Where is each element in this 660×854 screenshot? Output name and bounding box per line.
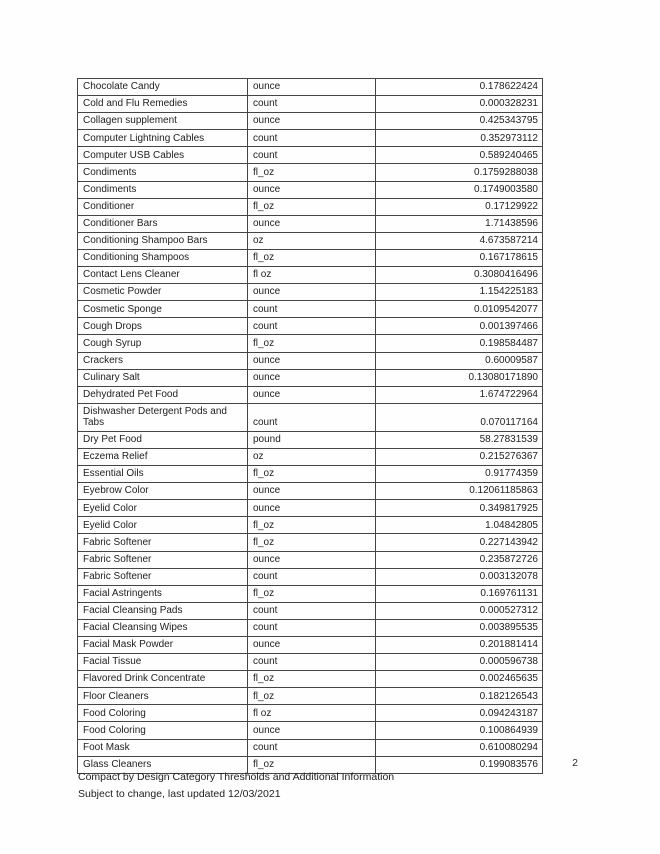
category-cell: Conditioning Shampoo Bars [78, 232, 248, 249]
value-cell: 0.182126543 [376, 688, 543, 705]
category-cell: Condiments [78, 164, 248, 181]
table-row [78, 352, 543, 369]
table-row [78, 284, 543, 301]
unit-cell: ounce [248, 500, 376, 517]
table-row [78, 335, 543, 352]
category-cell: Dehydrated Pet Food [78, 386, 248, 403]
table-row [78, 113, 543, 130]
unit-cell: count [248, 602, 376, 619]
unit-cell: count [248, 130, 376, 147]
unit-cell: fl_oz [248, 756, 376, 773]
table-row [78, 318, 543, 335]
unit-cell: oz [248, 232, 376, 249]
category-cell: Food Coloring [78, 722, 248, 739]
category-cell: Chocolate Candy [78, 79, 248, 96]
table-row [78, 181, 543, 198]
unit-cell: ounce [248, 637, 376, 654]
unit-cell: ounce [248, 352, 376, 369]
table-row [78, 722, 543, 739]
table-row [78, 130, 543, 147]
category-cell: Conditioner [78, 198, 248, 215]
category-cell: Glass Cleaners [78, 756, 248, 773]
unit-cell: ounce [248, 79, 376, 96]
category-cell: Conditioner Bars [78, 215, 248, 232]
table-row [78, 369, 543, 386]
table-row [78, 267, 543, 284]
unit-cell: fl_oz [248, 164, 376, 181]
value-cell: 0.201881414 [376, 637, 543, 654]
category-cell: Facial Cleansing Pads [78, 602, 248, 619]
category-cell: Culinary Salt [78, 369, 248, 386]
unit-cell: count [248, 739, 376, 756]
category-cell: Foot Mask [78, 739, 248, 756]
category-cell: Facial Tissue [78, 654, 248, 671]
unit-cell: fl_oz [248, 249, 376, 266]
value-cell: 0.0109542077 [376, 301, 543, 318]
value-cell: 0.100864939 [376, 722, 543, 739]
value-cell: 0.425343795 [376, 113, 543, 130]
table-row [78, 500, 543, 517]
table-row [78, 147, 543, 164]
category-cell: Crackers [78, 352, 248, 369]
table-row [78, 671, 543, 688]
category-cell: Eyelid Color [78, 517, 248, 534]
value-cell: 0.000596738 [376, 654, 543, 671]
category-cell: Flavored Drink Concentrate [78, 671, 248, 688]
category-cell: Computer Lightning Cables [78, 130, 248, 147]
value-cell: 0.12061185863 [376, 483, 543, 500]
value-cell: 1.71438596 [376, 215, 543, 232]
footer-title-line: Compact by Design Category Thresholds and Additional Information [78, 771, 395, 783]
category-cell: Cough Drops [78, 318, 248, 335]
value-cell: 0.000527312 [376, 602, 543, 619]
value-cell: 0.003895535 [376, 619, 543, 636]
unit-cell: count [248, 619, 376, 636]
table-row [78, 602, 543, 619]
category-thresholds-table [77, 78, 543, 774]
value-cell: 0.1749003580 [376, 181, 543, 198]
unit-cell: count [248, 96, 376, 113]
category-cell: Dry Pet Food [78, 431, 248, 448]
unit-cell: fl_oz [248, 466, 376, 483]
table-row [78, 301, 543, 318]
unit-cell: fl_oz [248, 335, 376, 352]
category-cell: Cough Syrup [78, 335, 248, 352]
value-cell: 0.13080171890 [376, 369, 543, 386]
unit-cell: count [248, 568, 376, 585]
unit-cell: pound [248, 431, 376, 448]
table-row [78, 386, 543, 403]
table-row [78, 517, 543, 534]
unit-cell: count [248, 301, 376, 318]
value-cell: 1.04842805 [376, 517, 543, 534]
value-cell: 0.17129922 [376, 198, 543, 215]
unit-cell: ounce [248, 284, 376, 301]
unit-cell: count [248, 403, 376, 431]
unit-cell: fl oz [248, 705, 376, 722]
table-row [78, 448, 543, 465]
value-cell: 1.674722964 [376, 386, 543, 403]
category-cell: Eczema Relief [78, 448, 248, 465]
value-cell: 0.199083576 [376, 756, 543, 773]
value-cell: 0.610080294 [376, 739, 543, 756]
table-row [78, 705, 543, 722]
value-cell: 0.000328231 [376, 96, 543, 113]
table-row [78, 619, 543, 636]
table-row [78, 688, 543, 705]
value-cell: 58.27831539 [376, 431, 543, 448]
table-row [78, 79, 543, 96]
value-cell: 0.91774359 [376, 466, 543, 483]
category-cell: Eyelid Color [78, 500, 248, 517]
category-cell: Facial Mask Powder [78, 637, 248, 654]
value-cell: 0.589240465 [376, 147, 543, 164]
unit-cell: fl_oz [248, 585, 376, 602]
table-row [78, 466, 543, 483]
page-number: 2 [572, 757, 578, 769]
unit-cell: count [248, 654, 376, 671]
value-cell: 0.227143942 [376, 534, 543, 551]
table-row [78, 431, 543, 448]
table-row [78, 215, 543, 232]
category-cell: Floor Cleaners [78, 688, 248, 705]
table-row [78, 534, 543, 551]
category-cell: Condiments [78, 181, 248, 198]
value-cell: 0.167178615 [376, 249, 543, 266]
table-row [78, 585, 543, 602]
unit-cell: fl_oz [248, 198, 376, 215]
value-cell: 1.154225183 [376, 284, 543, 301]
unit-cell: fl_oz [248, 517, 376, 534]
category-cell: Fabric Softener [78, 568, 248, 585]
value-cell: 0.3080416496 [376, 267, 543, 284]
table-row [78, 96, 543, 113]
value-cell: 0.352973112 [376, 130, 543, 147]
unit-cell: fl_oz [248, 671, 376, 688]
category-cell: Facial Cleansing Wipes [78, 619, 248, 636]
category-cell: Collagen supplement [78, 113, 248, 130]
value-cell: 0.215276367 [376, 448, 543, 465]
unit-cell: oz [248, 448, 376, 465]
unit-cell: ounce [248, 722, 376, 739]
table-row [78, 483, 543, 500]
unit-cell: ounce [248, 386, 376, 403]
category-cell: Eyebrow Color [78, 483, 248, 500]
category-cell: Fabric Softener [78, 551, 248, 568]
value-cell: 4.673587214 [376, 232, 543, 249]
unit-cell: count [248, 147, 376, 164]
unit-cell: ounce [248, 181, 376, 198]
unit-cell: ounce [248, 551, 376, 568]
category-cell: Cosmetic Sponge [78, 301, 248, 318]
value-cell: 0.094243187 [376, 705, 543, 722]
unit-cell: count [248, 318, 376, 335]
table-row [78, 198, 543, 215]
table-row [78, 403, 543, 431]
table-row [78, 232, 543, 249]
table-row [78, 568, 543, 585]
category-cell: Food Coloring [78, 705, 248, 722]
value-cell: 0.003132078 [376, 568, 543, 585]
category-cell: Cosmetic Powder [78, 284, 248, 301]
value-cell: 0.198584487 [376, 335, 543, 352]
value-cell: 0.178622424 [376, 79, 543, 96]
unit-cell: fl_oz [248, 534, 376, 551]
value-cell: 0.002465635 [376, 671, 543, 688]
unit-cell: ounce [248, 483, 376, 500]
value-cell: 0.235872726 [376, 551, 543, 568]
table-row [78, 739, 543, 756]
category-cell: Fabric Softener [78, 534, 248, 551]
document-footer [78, 769, 394, 802]
value-cell: 0.169761131 [376, 585, 543, 602]
category-cell: Conditioning Shampoos [78, 249, 248, 266]
value-cell: 0.001397466 [376, 318, 543, 335]
table-row [78, 637, 543, 654]
table-row [78, 164, 543, 181]
category-cell: Essential Oils [78, 466, 248, 483]
category-cell: Dishwasher Detergent Pods and Tabs [78, 403, 248, 431]
unit-cell: fl_oz [248, 688, 376, 705]
value-cell: 0.60009587 [376, 352, 543, 369]
value-cell: 0.070117164 [376, 403, 543, 431]
table-row [78, 551, 543, 568]
category-cell: Facial Astringents [78, 585, 248, 602]
unit-cell: ounce [248, 369, 376, 386]
value-cell: 0.349817925 [376, 500, 543, 517]
category-cell: Contact Lens Cleaner [78, 267, 248, 284]
category-cell: Cold and Flu Remedies [78, 96, 248, 113]
unit-cell: ounce [248, 215, 376, 232]
footer-updated-line: Subject to change, last updated 12/03/2021 [78, 787, 281, 800]
table-row [78, 654, 543, 671]
category-cell: Computer USB Cables [78, 147, 248, 164]
value-cell: 0.1759288038 [376, 164, 543, 181]
unit-cell: ounce [248, 113, 376, 130]
table-row [78, 249, 543, 266]
unit-cell: fl oz [248, 267, 376, 284]
